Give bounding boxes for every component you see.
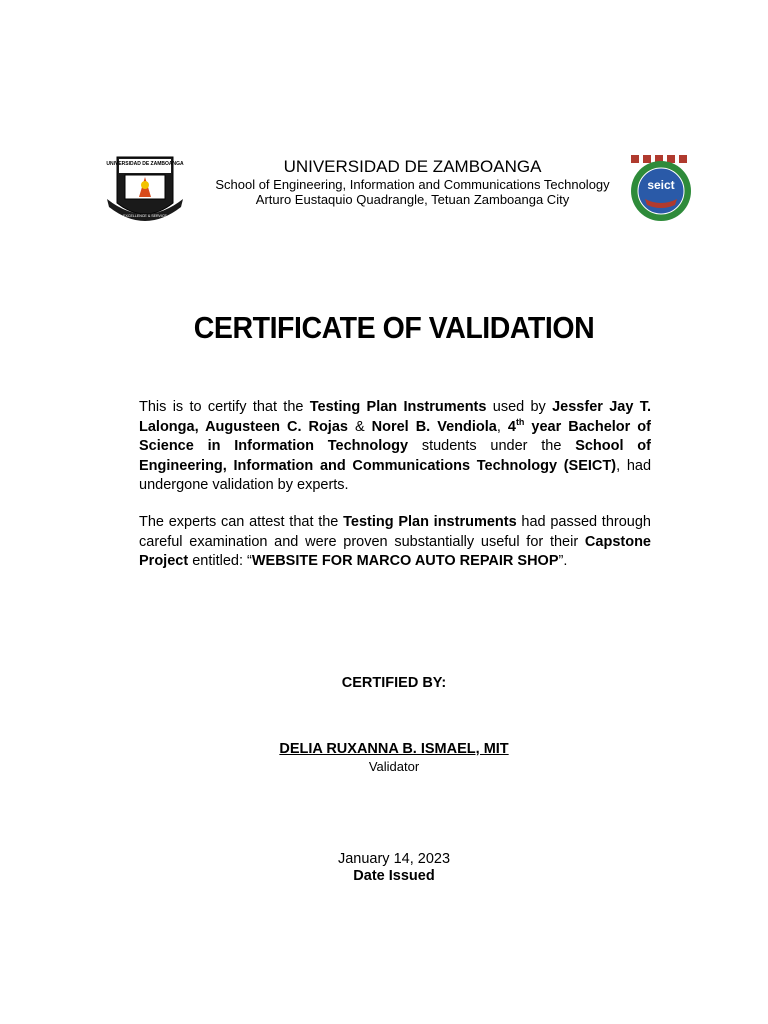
attestation-paragraph xyxy=(139,513,651,572)
certification-paragraph xyxy=(139,398,651,496)
university-address: Arturo Eustaquio Quadrangle, Tetuan Zamboanga City xyxy=(255,192,570,207)
p1-bold: year Bachelor of Science in Information Technology xyxy=(139,418,651,454)
validator-name: DELIA RUXANNA B. ISMAEL, MIT xyxy=(279,741,509,757)
p2-bold: Testing Plan instruments xyxy=(343,514,517,530)
school-name: School of Engineering, Information and Communications Technology xyxy=(215,177,610,192)
p2-bold: Capstone Project xyxy=(139,533,651,569)
certified-by-label: CERTIFIED BY: xyxy=(341,675,447,691)
p1-text: , xyxy=(496,418,508,435)
p1-bold: 4 xyxy=(507,418,516,435)
p1-bold: Testing Plan Instruments xyxy=(309,399,487,415)
p1-text: , had undergone validation by experts. xyxy=(139,457,652,493)
date-issued-label: Date Issued xyxy=(353,868,435,884)
p1-bold: Norel B. Vendiola xyxy=(371,418,497,435)
p2-text: had passed through careful examination and were proven substantially useful for their xyxy=(139,514,651,550)
p1-text: used by xyxy=(486,399,553,415)
p1-bold: Jessfer Jay T. Lalonga, Augusteen C. Rojas xyxy=(139,399,651,435)
validator-role: Validator xyxy=(368,759,420,774)
certificate-title: CERTIFICATE OF VALIDATION xyxy=(193,310,595,345)
date-issued-value: January 14, 2023 xyxy=(337,851,451,867)
p2-text: The experts can attest that the xyxy=(139,514,344,530)
p1-superscript: th xyxy=(515,416,525,427)
p2-text: ”. xyxy=(558,553,568,569)
p2-text: entitled: “ xyxy=(188,553,252,569)
seict-logo-icon xyxy=(627,155,695,223)
seict-logo-text: seict xyxy=(647,178,675,192)
p2-bold: WEBSITE FOR MARCO AUTO REPAIR SHOP xyxy=(251,553,559,569)
university-name: UNIVERSIDAD DE ZAMBOANGA xyxy=(283,157,542,176)
p1-text: & xyxy=(347,418,372,435)
seict-logo xyxy=(627,155,695,223)
p1-text: This is to certify that the xyxy=(139,399,310,415)
p1-bold: School of Engineering, Information and Communications Technology (SEICT) xyxy=(139,438,651,474)
seal-top-text: UNIVERSIDAD DE ZAMBOANGA xyxy=(106,161,184,167)
p1-text: students under the xyxy=(408,438,576,454)
seal-bottom-text: EXCELLENCE & SERVICE xyxy=(123,214,167,218)
letterhead xyxy=(0,150,768,230)
letterhead-text xyxy=(170,156,655,207)
